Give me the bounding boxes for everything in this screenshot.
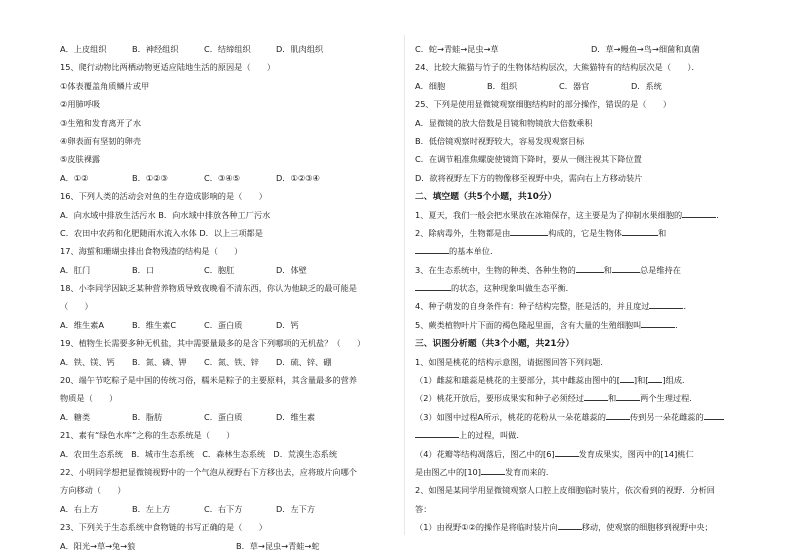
question-text: 移动，使观察的细胞移到视野中央； xyxy=(581,522,713,533)
question-line xyxy=(415,206,745,224)
question-line xyxy=(60,206,396,224)
question-text: ②用肺呼吸 xyxy=(60,99,101,110)
question-line xyxy=(415,518,745,536)
question-text: （1）由视野①②的操作是将临时装片向 xyxy=(415,522,558,533)
question-line xyxy=(60,132,396,150)
answer-option[interactable]: C．蛋白质 xyxy=(204,319,243,330)
section-title: 三、识图分析题（共3个小题，共21分） xyxy=(415,339,575,350)
question-line xyxy=(60,187,396,205)
option-row xyxy=(60,353,396,371)
question-text: 发育而来的． xyxy=(504,466,555,477)
answer-blank[interactable] xyxy=(649,297,683,309)
answer-option[interactable]: A．①② xyxy=(60,172,89,183)
question-line xyxy=(60,242,396,260)
question-text: 2、除病毒外，生物都是由 xyxy=(415,227,511,238)
question-text: 传到另一朵花雌蕊的 xyxy=(629,411,704,422)
question-line xyxy=(60,426,396,444)
answer-option[interactable]: D．系统 xyxy=(631,80,662,91)
right-column xyxy=(415,40,745,537)
answer-blank[interactable] xyxy=(576,261,604,273)
option-row xyxy=(415,40,745,58)
question-text: 上的过程，叫做 xyxy=(459,430,517,441)
question-text: 的状态，这种现象叫做生态平衡． xyxy=(451,283,574,294)
answer-option[interactable]: C．蛋白质 xyxy=(204,411,243,422)
question-line xyxy=(415,389,745,407)
column-divider xyxy=(404,35,405,535)
question-line xyxy=(60,114,396,132)
question-line xyxy=(415,150,745,168)
question-line xyxy=(60,150,396,168)
answer-option[interactable]: C．胞肛 xyxy=(204,264,235,275)
question-text: 5、蕨类植物叶片下面的褐色隆起里面，含有大量的生殖细胞叫 xyxy=(415,319,642,330)
question-line xyxy=(60,389,396,407)
question-text: 2、如图是某同学用显微镜观察人口腔上皮细胞临时装片，依次看到的视野．分析回 xyxy=(415,485,715,496)
question-text: 18、小李同学因缺乏某种营养物质导致夜晚看不清东西，你认为他缺乏的最可能是 xyxy=(60,283,357,294)
question-text: 17、海蜇和珊瑚虫排出食物残渣的结构是（ ） xyxy=(60,246,243,257)
answer-blank[interactable] xyxy=(415,279,451,291)
question-text: B．低倍镜观察时视野较大，容易发现观察目标 xyxy=(415,135,585,146)
question-text: 两个生理过程． xyxy=(640,393,698,404)
question-text: 22、小明同学想把显微镜视野中的一个气泡从视野右下方移出去，应将玻片向哪个 xyxy=(60,466,357,477)
answer-blank[interactable] xyxy=(620,371,634,383)
answer-option[interactable]: D．肌肉组织 xyxy=(276,44,324,54)
answer-option[interactable]: B．脂肪 xyxy=(132,411,163,422)
answer-option[interactable]: D．维生素 xyxy=(276,411,316,422)
question-text: 23、下列关于生态系统中食物链的书写正确的是（ ） xyxy=(60,522,267,533)
answer-option[interactable]: C．器官 xyxy=(559,80,590,91)
answer-blank[interactable] xyxy=(510,224,548,236)
answer-option[interactable]: D．草→鳗鱼→鸟→细菌和真菌 xyxy=(591,44,700,54)
option-row xyxy=(60,40,396,58)
question-line xyxy=(60,445,396,463)
question-line xyxy=(60,481,396,499)
question-text: A．显微镜的放大倍数是目镜和物镜放大倍数乘积 xyxy=(415,117,593,128)
left-column xyxy=(60,40,396,555)
question-text: ①体表覆盖角质鳞片或甲 xyxy=(60,80,150,91)
option-row xyxy=(60,537,396,555)
question-text: ． xyxy=(716,209,725,220)
question-line xyxy=(60,224,396,242)
option-row xyxy=(60,408,396,426)
option-row xyxy=(60,316,396,334)
answer-blank[interactable] xyxy=(612,261,640,273)
answer-option[interactable]: A．铁、镁、钙 xyxy=(60,356,115,367)
answer-blank[interactable] xyxy=(584,389,608,401)
question-text: （2）桃花开放后，要形成果实和种子必须经过 xyxy=(415,393,584,404)
answer-blank[interactable] xyxy=(481,463,505,475)
question-text: 4、种子萌发的自身条件有：种子结构完整，胚是活的，并且度过 xyxy=(415,301,650,312)
question-text: （1）雌蕊和雄蕊是桃花的主要部分，其中雌蕊由图中的[ xyxy=(415,375,620,386)
option-row xyxy=(60,169,396,187)
question-text: 发育成果实，图丙中的[14]桃仁 xyxy=(578,448,694,459)
question-text: 25、下列是使用显微镜观察细胞结构时的部分操作，错误的是（ ） xyxy=(415,99,672,110)
question-text: 答： xyxy=(415,503,432,514)
question-line xyxy=(415,261,745,279)
answer-blank[interactable] xyxy=(616,389,640,401)
question-text: ]组成． xyxy=(662,375,691,386)
question-line xyxy=(415,463,745,481)
section-title: 二、填空题（共5个小题，共10分） xyxy=(415,192,557,203)
answer-blank[interactable] xyxy=(435,426,459,438)
question-line xyxy=(60,297,396,315)
question-text: C．在调节粗准焦螺旋使镜筒下降时，要从一侧注视其下降位置 xyxy=(415,154,642,165)
question-line xyxy=(60,371,396,389)
answer-blank[interactable] xyxy=(415,242,449,254)
question-text: 16、下列人类的活动会对鱼的生存造成影响的是（ ） xyxy=(60,191,267,202)
answer-option[interactable]: C．氮、铁、锌 xyxy=(204,356,259,367)
question-line xyxy=(415,242,745,260)
question-text: D．欲将视野左下方的物像移至视野中央，需向右上方移动装片 xyxy=(415,172,643,183)
answer-option[interactable]: A．上皮组织 xyxy=(60,44,107,54)
question-text: 24、比较大熊猫与竹子的生物体结构层次，大熊猫特有的结构层次是（ ）． xyxy=(415,62,700,73)
question-line xyxy=(415,353,745,371)
question-line xyxy=(415,316,745,334)
question-text: 方向移动（ ） xyxy=(60,485,126,496)
question-line xyxy=(415,500,745,518)
answer-option[interactable]: A．细胞 xyxy=(415,80,446,91)
question-text: 和 xyxy=(607,393,617,404)
answer-blank[interactable] xyxy=(682,206,716,218)
question-text: ． xyxy=(516,430,525,441)
question-line xyxy=(60,463,396,481)
answer-blank[interactable] xyxy=(641,316,675,328)
question-text: （ ） xyxy=(60,301,93,312)
section-heading xyxy=(415,334,745,352)
option-row xyxy=(60,261,396,279)
question-line xyxy=(415,371,745,389)
answer-option[interactable]: C．右下方 xyxy=(204,503,243,514)
answer-option[interactable]: A．肛门 xyxy=(60,264,91,275)
answer-option[interactable]: B．①②③ xyxy=(132,172,168,183)
answer-blank[interactable] xyxy=(606,408,630,420)
answer-option[interactable]: B．左上方 xyxy=(132,503,171,514)
question-text: 物质是（ ） xyxy=(60,393,118,404)
question-line xyxy=(60,77,396,95)
answer-blank[interactable] xyxy=(415,426,435,438)
answer-option[interactable]: D．左下方 xyxy=(276,503,316,514)
question-line xyxy=(415,132,745,150)
question-line xyxy=(415,279,745,297)
answer-option[interactable]: B．维生素C xyxy=(132,319,177,330)
section-heading xyxy=(415,187,745,205)
question-text: ④卵表面有坚韧的卵壳 xyxy=(60,135,142,146)
question-text: （4）花瓣等结构凋落后，图乙中的[6] xyxy=(415,448,555,459)
answer-option[interactable]: B．口 xyxy=(132,264,154,275)
question-line xyxy=(415,58,745,76)
question-line xyxy=(60,334,396,352)
answer-option[interactable]: B．草→昆虫→青蛙→蛇 xyxy=(236,540,320,551)
option-row xyxy=(60,500,396,518)
question-line xyxy=(415,169,745,187)
question-text: ]和[ xyxy=(633,375,649,386)
question-line xyxy=(415,224,745,242)
question-text: ． xyxy=(675,319,684,330)
question-line xyxy=(415,95,745,113)
answer-option[interactable]: B．氮、磷、钾 xyxy=(132,356,187,367)
question-text: 是由图乙中的[10] xyxy=(415,466,481,477)
question-line xyxy=(60,95,396,113)
question-line xyxy=(60,58,396,76)
question-line xyxy=(415,481,745,499)
answer-option[interactable]: A．维生素A xyxy=(60,319,104,330)
question-text: 和 xyxy=(603,264,612,275)
question-text: 3、在生态系统中，生物的种类、各种生物的 xyxy=(415,264,576,275)
answer-option[interactable]: D．①②③④ xyxy=(276,172,320,183)
question-line xyxy=(415,114,745,132)
question-text: 21、素有“绿色水库”之称的生态系统是（ ） xyxy=(60,430,235,441)
question-line xyxy=(60,279,396,297)
question-line xyxy=(415,426,745,444)
question-line xyxy=(60,518,396,536)
question-text: 1、如图是桃花的结构示意图，请据图回答下列问题． xyxy=(415,356,609,367)
question-text: C．农田中农药和化肥随雨水流入水体 D．以上三项都是 xyxy=(60,227,263,238)
answer-option[interactable]: D．体壁 xyxy=(276,264,307,275)
answer-blank[interactable] xyxy=(558,518,582,530)
question-text: 的基本单位． xyxy=(449,246,499,257)
question-text: 1、夏天，我们一般会把水果放在冰箱保存，这主要是为了抑制水果细胞的 xyxy=(415,209,683,220)
answer-option[interactable]: B．神经组织 xyxy=(132,44,179,54)
question-line xyxy=(415,297,745,315)
question-text: 15、爬行动物比两栖动物更适应陆地生活的原因是（ ） xyxy=(60,62,276,73)
answer-option[interactable]: A．糖类 xyxy=(60,411,91,422)
answer-option[interactable]: D．硫、锌、硼 xyxy=(276,356,332,367)
answer-option[interactable]: C．蛇→青蛙→昆虫→草 xyxy=(415,44,499,54)
answer-blank[interactable] xyxy=(648,371,662,383)
question-text: A．向水域中排放生活污水 B．向水域中排放各种工厂污水 xyxy=(60,209,271,220)
question-text: 19、植物生长需要多种无机盐，其中需要量最多的是含下列哪项的无机盐？（ ） xyxy=(60,338,366,349)
answer-option[interactable]: D．钙 xyxy=(276,319,299,330)
question-text: ⑤皮肤裸露 xyxy=(60,154,101,165)
question-text: 构成的，它是生物体 xyxy=(548,227,622,238)
question-text: ③生殖和发育离开了水 xyxy=(60,117,142,128)
answer-option[interactable]: B．组织 xyxy=(487,80,518,91)
answer-option[interactable]: A．右上方 xyxy=(60,503,99,514)
question-text: 总是维持在 xyxy=(639,264,681,275)
answer-option[interactable]: C．结缔组织 xyxy=(204,44,251,54)
answer-option[interactable]: A．阳光→草→兔→狼 xyxy=(60,540,136,551)
question-text: （3）如图中过程A所示，桃花的花粉从一朵花雄蕊的 xyxy=(415,411,606,422)
answer-option[interactable]: C．③④⑤ xyxy=(204,172,240,183)
question-text: A．农田生态系统 B．城市生态系统 C．森林生态系统 D．荒漠生态系统 xyxy=(60,448,338,459)
answer-blank[interactable] xyxy=(704,408,724,420)
option-row xyxy=(415,77,745,95)
question-text: 20、端午节吃粽子是中国的传统习俗，糯米是粽子的主要原料，其含量最多的营养 xyxy=(60,375,357,386)
answer-blank[interactable] xyxy=(622,224,658,236)
question-line xyxy=(415,408,745,426)
question-text: ． xyxy=(683,301,692,312)
question-text: 和 xyxy=(657,227,667,238)
answer-blank[interactable] xyxy=(555,445,579,457)
question-line xyxy=(415,445,745,463)
